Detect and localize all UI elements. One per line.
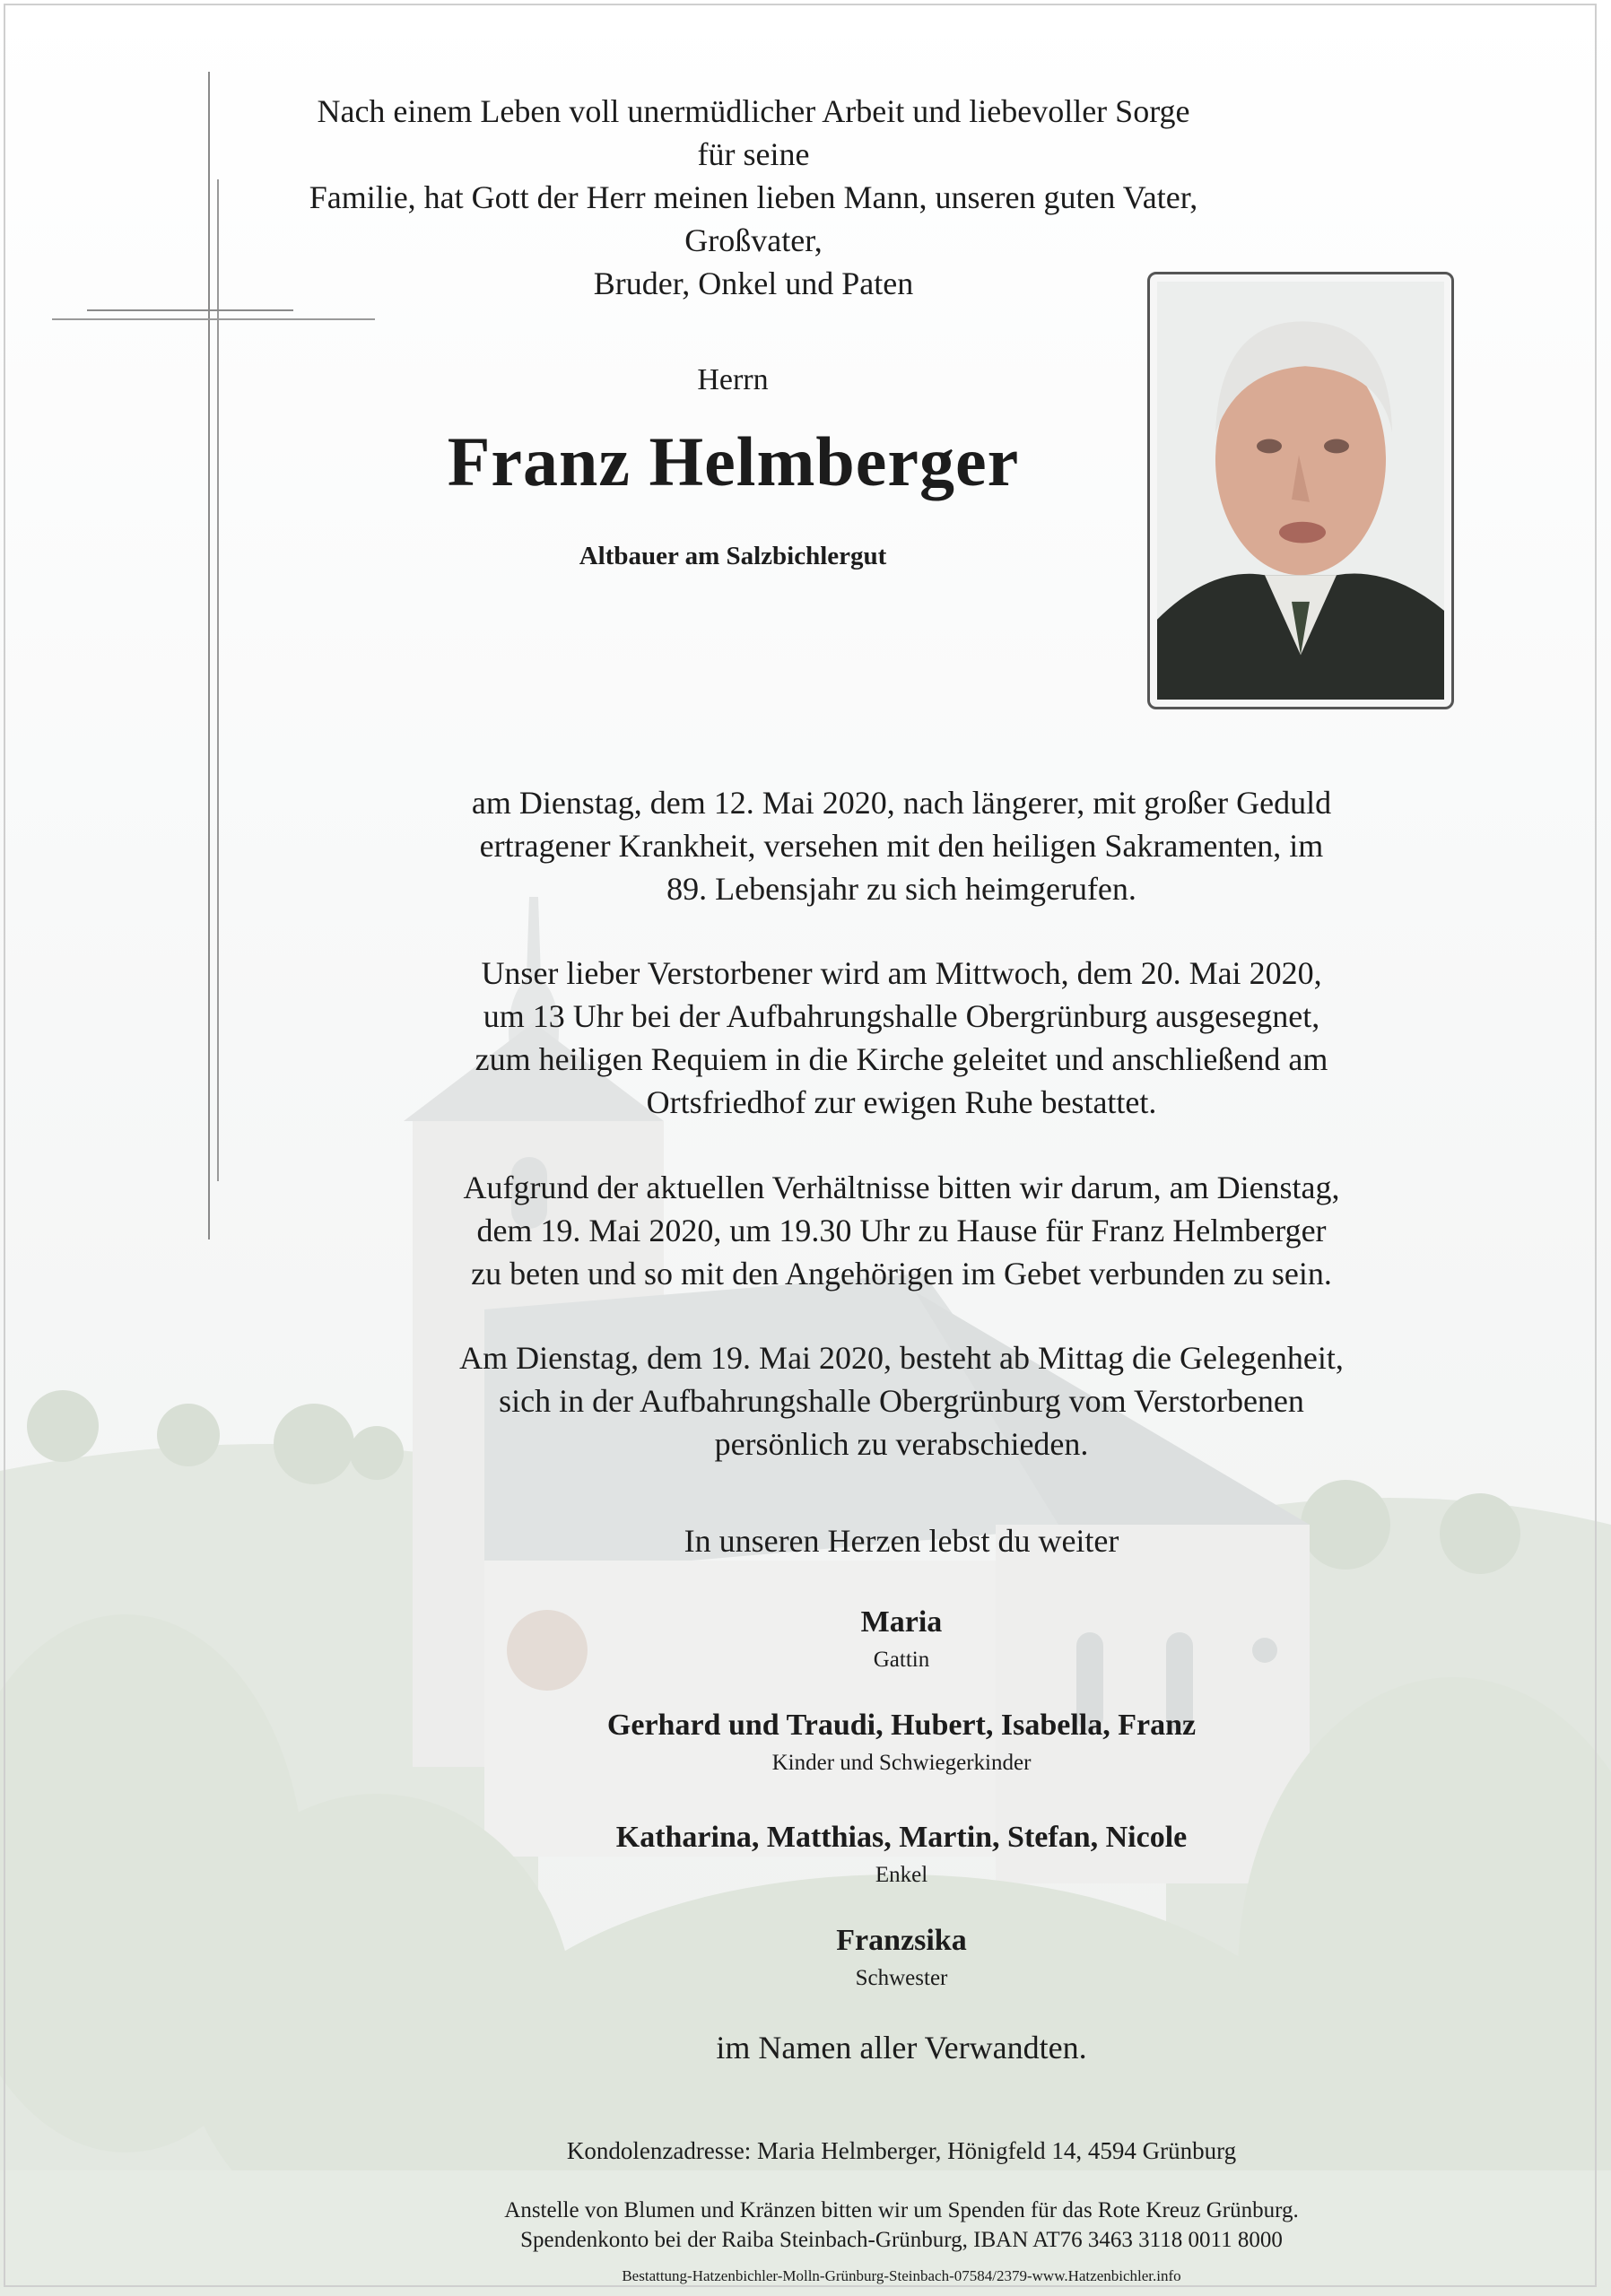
intro-line: Familie, hat Gott der Herr meinen lieben Mann, unseren guten Vater, Großvater, bbox=[309, 179, 1198, 258]
heart-line: In unseren Herzen lebst du weiter bbox=[684, 1523, 1119, 1559]
family-names: Franzsika bbox=[836, 1924, 967, 1957]
paragraph-line: sich in der Aufbahrungshalle Obergrünburg vom Verstorbenen bbox=[499, 1383, 1304, 1419]
donation-line: Anstelle von Blumen und Kränzen bitten wir um Spenden für das Rote Kreuz Grünburg. bbox=[504, 2198, 1299, 2222]
deceased-title: Altbauer am Salzbichlergut bbox=[579, 542, 887, 570]
paragraph-line: persönlich zu verabschieden. bbox=[714, 1426, 1089, 1462]
donation-line: Spendenkonto bei der Raiba Steinbach-Grünburg, IBAN AT76 3463 3118 0011 8000 bbox=[520, 2228, 1283, 2252]
paragraph-line: 89. Lebensjahr zu sich heimgerufen. bbox=[666, 871, 1136, 907]
announcement-paragraph-death bbox=[413, 781, 1390, 910]
family-role: Kinder und Schwiegerkinder bbox=[771, 1751, 1032, 1775]
intro-line: Bruder, Onkel und Paten bbox=[593, 265, 914, 301]
family-names: Gerhard und Traudi, Hubert, Isabella, Franz bbox=[606, 1709, 1197, 1742]
deceased-name: Franz Helmberger bbox=[447, 422, 1020, 500]
intro-line: Nach einem Leben voll unermüdlicher Arbeit und liebevoller Sorge für seine bbox=[317, 93, 1190, 172]
paragraph-line: Ortsfriedhof zur ewigen Ruhe bestattet. bbox=[646, 1084, 1157, 1120]
paragraph-line: Unser lieber Verstorbener wird am Mittwoch, dem 20. Mai 2020, bbox=[481, 955, 1322, 991]
cross-horizontal-line bbox=[87, 309, 293, 311]
paragraph-line: zu beten und so mit den Angehörigen im Gebet verbunden zu sein. bbox=[471, 1256, 1332, 1292]
portrait-image bbox=[1157, 282, 1444, 700]
portrait-photo bbox=[1147, 272, 1454, 709]
closing-line: im Namen aller Verwandten. bbox=[716, 2030, 1087, 2066]
announcement-paragraph-funeral bbox=[413, 952, 1390, 1124]
family-role: Gattin bbox=[873, 1648, 930, 1672]
donation-notice bbox=[363, 2196, 1440, 2255]
paragraph-line: um 13 Uhr bei der Aufbahrungshalle Obergrünburg ausgesegnet, bbox=[483, 998, 1320, 1034]
family-names: Maria bbox=[860, 1605, 943, 1639]
paragraph-line: zum heiligen Requiem in die Kirche geleitet und anschließend am bbox=[475, 1041, 1328, 1077]
family-names: Katharina, Matthias, Martin, Stefan, Nicole bbox=[615, 1821, 1188, 1854]
intro-text bbox=[305, 90, 1202, 305]
paragraph-line: am Dienstag, dem 12. Mai 2020, nach längerer, mit großer Geduld bbox=[471, 785, 1332, 821]
paragraph-line: Am Dienstag, dem 19. Mai 2020, besteht ab Mittag die Gelegenheit, bbox=[459, 1340, 1344, 1376]
family-role: Schwester bbox=[855, 1966, 948, 1990]
funeral-home-footer: Bestattung-Hatzenbichler-Molln-Grünburg-Steinbach-07584/2379-www.Hatzenbichler.info bbox=[622, 2267, 1181, 2284]
paragraph-line: ertragener Krankheit, versehen mit den heiligen Sakramenten, im bbox=[479, 828, 1324, 864]
condolence-address: Kondolenzadresse: Maria Helmberger, Hönigfeld 14, 4594 Grünburg bbox=[566, 2137, 1237, 2164]
salutation: Herrn bbox=[697, 363, 769, 396]
announcement-paragraph-farewell bbox=[413, 1336, 1390, 1465]
announcement-paragraph-prayer bbox=[413, 1166, 1390, 1295]
paragraph-line: Aufgrund der aktuellen Verhältnisse bitten wir darum, am Dienstag, bbox=[463, 1170, 1340, 1205]
cross-vertical-line-inner bbox=[217, 179, 219, 1181]
paragraph-line: dem 19. Mai 2020, um 19.30 Uhr zu Hause für Franz Helmberger bbox=[476, 1213, 1327, 1248]
cross-horizontal-line-outer bbox=[52, 318, 375, 320]
family-role: Enkel bbox=[875, 1863, 928, 1887]
cross-vertical-line bbox=[208, 72, 210, 1239]
